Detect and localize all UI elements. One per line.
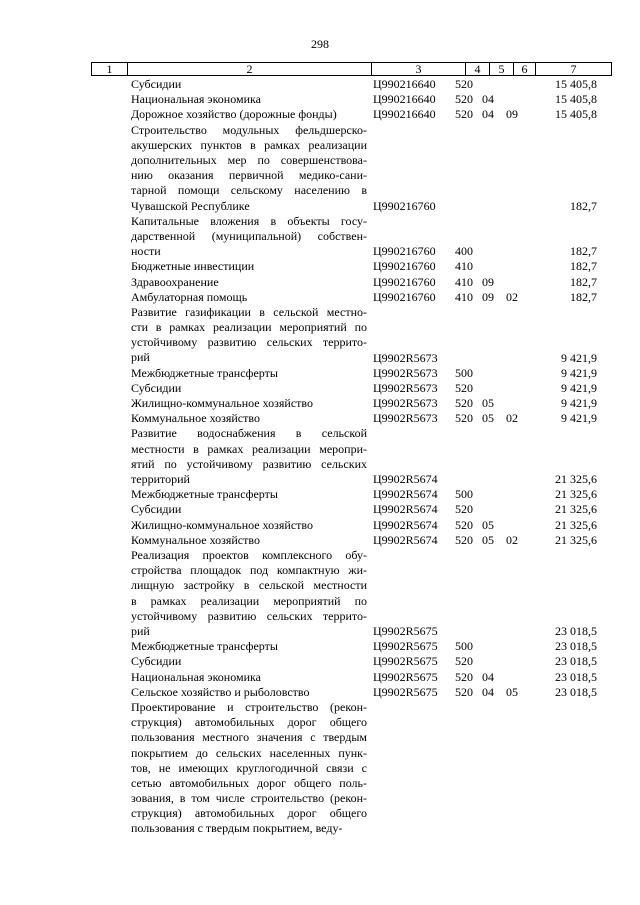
table-row [0, 77, 640, 92]
row-description [131, 426, 367, 487]
table-row [0, 411, 640, 426]
row-description [131, 259, 367, 274]
row-col-4: 500 [455, 487, 473, 502]
row-code: Ц990216760 [373, 259, 436, 274]
row-col-6: 09 [506, 107, 518, 122]
row-amount: 182,7 [570, 198, 597, 213]
row-amount: 182,7 [570, 259, 597, 274]
row-col-5: 05 [482, 532, 494, 547]
description-line: тов, не имеющих круглогодичной связи с [131, 760, 367, 775]
description-line: струкция) автомобильных дорог общего [131, 806, 367, 821]
row-code: Ц990216760 [373, 244, 436, 259]
description-line: Субсидии [131, 380, 182, 395]
description-line: Коммунальное хозяйство [131, 532, 260, 547]
row-code: Ц9902R5675 [373, 669, 438, 684]
row-col-5: 09 [482, 274, 494, 289]
row-col-4: 520 [455, 502, 473, 517]
table-row [0, 518, 640, 533]
description-line: местности в рамках реализации меропри- [131, 441, 367, 456]
row-col-5: 04 [482, 92, 494, 107]
row-description [131, 366, 367, 381]
row-description [131, 305, 367, 366]
description-line: Межбюджетные трансферты [131, 639, 278, 654]
description-line: сти в рамках реализации мероприятий по [131, 320, 367, 335]
row-description [131, 411, 367, 426]
table-row [0, 92, 640, 107]
row-description [131, 670, 367, 685]
header-col-5: 5 [490, 63, 514, 75]
row-col-4: 400 [455, 244, 473, 259]
row-amount: 182,7 [570, 244, 597, 259]
description-line: акушерских пунктов в рамках реализации [131, 137, 367, 152]
row-description [131, 502, 367, 517]
row-amount: 21 325,6 [555, 517, 597, 532]
description-line: территорий [131, 472, 190, 487]
row-code: Ц9902R5674 [373, 472, 438, 487]
row-col-4: 520 [455, 684, 473, 699]
row-col-6: 05 [506, 684, 518, 699]
row-col-6: 02 [506, 289, 518, 304]
row-code: Ц990216760 [373, 198, 436, 213]
table-row [0, 214, 640, 260]
row-code: Ц9902R5675 [373, 684, 438, 699]
description-line: Коммунальное хозяйство [131, 411, 260, 426]
row-amount: 9 421,9 [561, 411, 597, 426]
table-row [0, 426, 640, 487]
row-description [131, 487, 367, 502]
row-col-4: 520 [455, 107, 473, 122]
row-col-5: 05 [482, 411, 494, 426]
row-code: Ц9902R5675 [373, 639, 438, 654]
table-row [0, 305, 640, 366]
page-number: 298 [311, 37, 329, 51]
row-col-4: 520 [455, 669, 473, 684]
description-line: пользования местного значения с твердым [131, 730, 367, 745]
header-col-1: 1 [92, 63, 128, 75]
table-row [0, 654, 640, 669]
description-line: нию оказания первичной медико-сани- [131, 168, 367, 183]
row-col-5: 04 [482, 684, 494, 699]
row-col-4: 520 [455, 411, 473, 426]
row-code: Ц9902R5673 [373, 380, 438, 395]
row-amount: 23 018,5 [555, 669, 597, 684]
header-col-7: 7 [570, 62, 577, 76]
row-code: Ц9902R5673 [373, 365, 438, 380]
row-code: Ц990216760 [373, 289, 436, 304]
table-row [0, 366, 640, 381]
description-line: Субсидии [131, 77, 182, 91]
row-code: Ц9902R5673 [373, 396, 438, 411]
table-row [0, 107, 640, 122]
row-description [131, 639, 367, 654]
row-description [131, 654, 367, 669]
description-line: Жилищно-коммунальное хозяйство [131, 517, 314, 532]
description-line: тарной помощи сельскому населению в [131, 183, 367, 198]
row-code: Ц990216760 [373, 274, 436, 289]
description-line: пользования с твердым покрытием, веду- [131, 821, 343, 836]
table-row [0, 700, 640, 837]
row-col-4: 520 [455, 396, 473, 411]
row-description [131, 685, 367, 700]
row-col-4: 520 [455, 77, 473, 91]
row-col-4: 500 [455, 365, 473, 380]
table-row [0, 670, 640, 685]
row-col-5: 09 [482, 289, 494, 304]
description-line: ности [131, 244, 161, 259]
row-amount: 182,7 [570, 274, 597, 289]
row-amount: 21 325,6 [555, 472, 597, 487]
description-line: Реализация проектов комплексного обу- [131, 548, 367, 562]
row-code: Ц990216640 [373, 92, 436, 107]
description-line: Жилищно-коммунальное хозяйство [131, 396, 314, 411]
description-line: Национальная экономика [131, 669, 261, 684]
table-row [0, 487, 640, 502]
row-amount: 9 421,9 [561, 350, 597, 365]
row-amount: 182,7 [570, 289, 597, 304]
description-line: рий [131, 350, 150, 365]
description-line: рий [131, 623, 150, 638]
row-col-5: 05 [482, 517, 494, 532]
row-col-4: 410 [455, 259, 473, 274]
row-col-6: 02 [506, 411, 518, 426]
header-col-6: 6 [514, 63, 536, 75]
table-row [0, 548, 640, 639]
row-code: Ц9902R5673 [373, 350, 438, 365]
table-row [0, 259, 640, 274]
row-code: Ц990216640 [373, 77, 436, 91]
header-col-3: 3 [372, 63, 466, 75]
row-amount: 15 405,8 [555, 107, 597, 122]
table-row [0, 533, 640, 548]
row-description [131, 92, 367, 107]
row-code: Ц9902R5675 [373, 654, 438, 669]
description-line: дарственной (муниципальной) собствен- [131, 228, 367, 243]
row-description [131, 290, 367, 305]
row-amount: 9 421,9 [561, 365, 597, 380]
description-line: Межбюджетные трансферты [131, 365, 278, 380]
row-code: Ц9902R5675 [373, 624, 438, 638]
row-col-4: 520 [455, 532, 473, 547]
row-col-4: 520 [455, 380, 473, 395]
row-col-4: 520 [455, 92, 473, 107]
row-description [131, 275, 367, 290]
row-code: Ц990216640 [373, 107, 436, 122]
row-description [131, 518, 367, 533]
header-col-4: 4 [466, 63, 490, 75]
description-line: Субсидии [131, 654, 182, 669]
description-line: стройства площадок под компактную жи- [131, 563, 367, 578]
row-amount: 23 018,5 [555, 684, 597, 699]
description-line: Развитие газификации в сельской местно- [131, 304, 367, 319]
description-line: ятий по устойчивому развитию сельских [131, 456, 367, 471]
description-line: дополнительных мер по совершенствова- [131, 152, 367, 167]
row-description [131, 214, 367, 260]
description-line: Бюджетные инвестиции [131, 259, 255, 274]
row-description [131, 533, 367, 548]
row-amount: 15 405,8 [555, 77, 597, 91]
row-col-4: 520 [455, 654, 473, 669]
row-description [131, 123, 367, 214]
table-body [0, 77, 640, 837]
table-row [0, 639, 640, 654]
description-line: устойчивому развитию сельских террито- [131, 608, 367, 623]
row-code: Ц9902R5674 [373, 517, 438, 532]
row-code: Ц9902R5674 [373, 502, 438, 517]
row-col-6: 02 [506, 532, 518, 547]
description-line: Строительство модульных фельдшерско- [131, 122, 367, 137]
description-line: покрытием до сельских населенных пунк- [131, 745, 367, 760]
row-amount: 23 018,5 [555, 639, 597, 654]
description-line: Национальная экономика [131, 92, 261, 107]
row-description [131, 396, 367, 411]
description-line: Дорожное хозяйство (дорожные фонды) [131, 107, 337, 122]
description-line: Сельское хозяйство и рыболовство [131, 684, 310, 699]
table-row [0, 290, 640, 305]
description-line: Здравоохранение [131, 274, 219, 289]
table-row [0, 396, 640, 411]
row-description [131, 77, 367, 92]
row-col-4: 520 [455, 517, 473, 532]
row-amount: 21 325,6 [555, 532, 597, 547]
description-line: струкция) автомобильных дорог общего [131, 715, 367, 730]
row-amount: 21 325,6 [555, 487, 597, 502]
description-line: Межбюджетные трансферты [131, 487, 278, 502]
row-code: Ц9902R5673 [373, 411, 438, 426]
table-row [0, 685, 640, 700]
description-line: Развитие водоснабжения в сельской [131, 426, 367, 441]
row-col-5: 04 [482, 669, 494, 684]
row-col-4: 500 [455, 639, 473, 654]
header-col-2: 2 [128, 63, 372, 75]
description-line: Субсидии [131, 502, 182, 517]
row-amount: 9 421,9 [561, 380, 597, 395]
table-row [0, 381, 640, 396]
description-line: сетью автомобильных дорог общего поль- [131, 775, 367, 790]
description-line: Чувашской Республике [131, 198, 250, 213]
description-line: устойчивому развитию сельских террито- [131, 335, 367, 350]
row-amount: 9 421,9 [561, 396, 597, 411]
table-header [91, 62, 612, 76]
description-line: зования, в том числе строительство (рекон- [131, 791, 367, 806]
row-code: Ц9902R5674 [373, 532, 438, 547]
row-description [131, 381, 367, 396]
description-line: Амбулаторная помощь [131, 289, 248, 304]
description-line: лищную застройку в сельской местности [131, 578, 367, 593]
description-line: в рамках реализации мероприятий по [131, 593, 367, 608]
row-col-5: 04 [482, 107, 494, 122]
table-row [0, 123, 640, 214]
description-line: Капитальные вложения в объекты госу- [131, 213, 367, 228]
row-amount: 23 018,5 [555, 624, 597, 638]
row-code: Ц9902R5674 [373, 487, 438, 502]
description-line: Проектирование и строительство (рекон- [131, 699, 367, 714]
row-col-4: 410 [455, 289, 473, 304]
row-amount: 23 018,5 [555, 654, 597, 669]
row-col-5: 05 [482, 396, 494, 411]
table-row [0, 275, 640, 290]
table-row [0, 502, 640, 517]
row-amount: 21 325,6 [555, 502, 597, 517]
row-description [131, 107, 367, 122]
row-description [131, 700, 367, 837]
row-amount: 15 405,8 [555, 92, 597, 107]
row-description [131, 548, 367, 639]
row-col-4: 410 [455, 274, 473, 289]
